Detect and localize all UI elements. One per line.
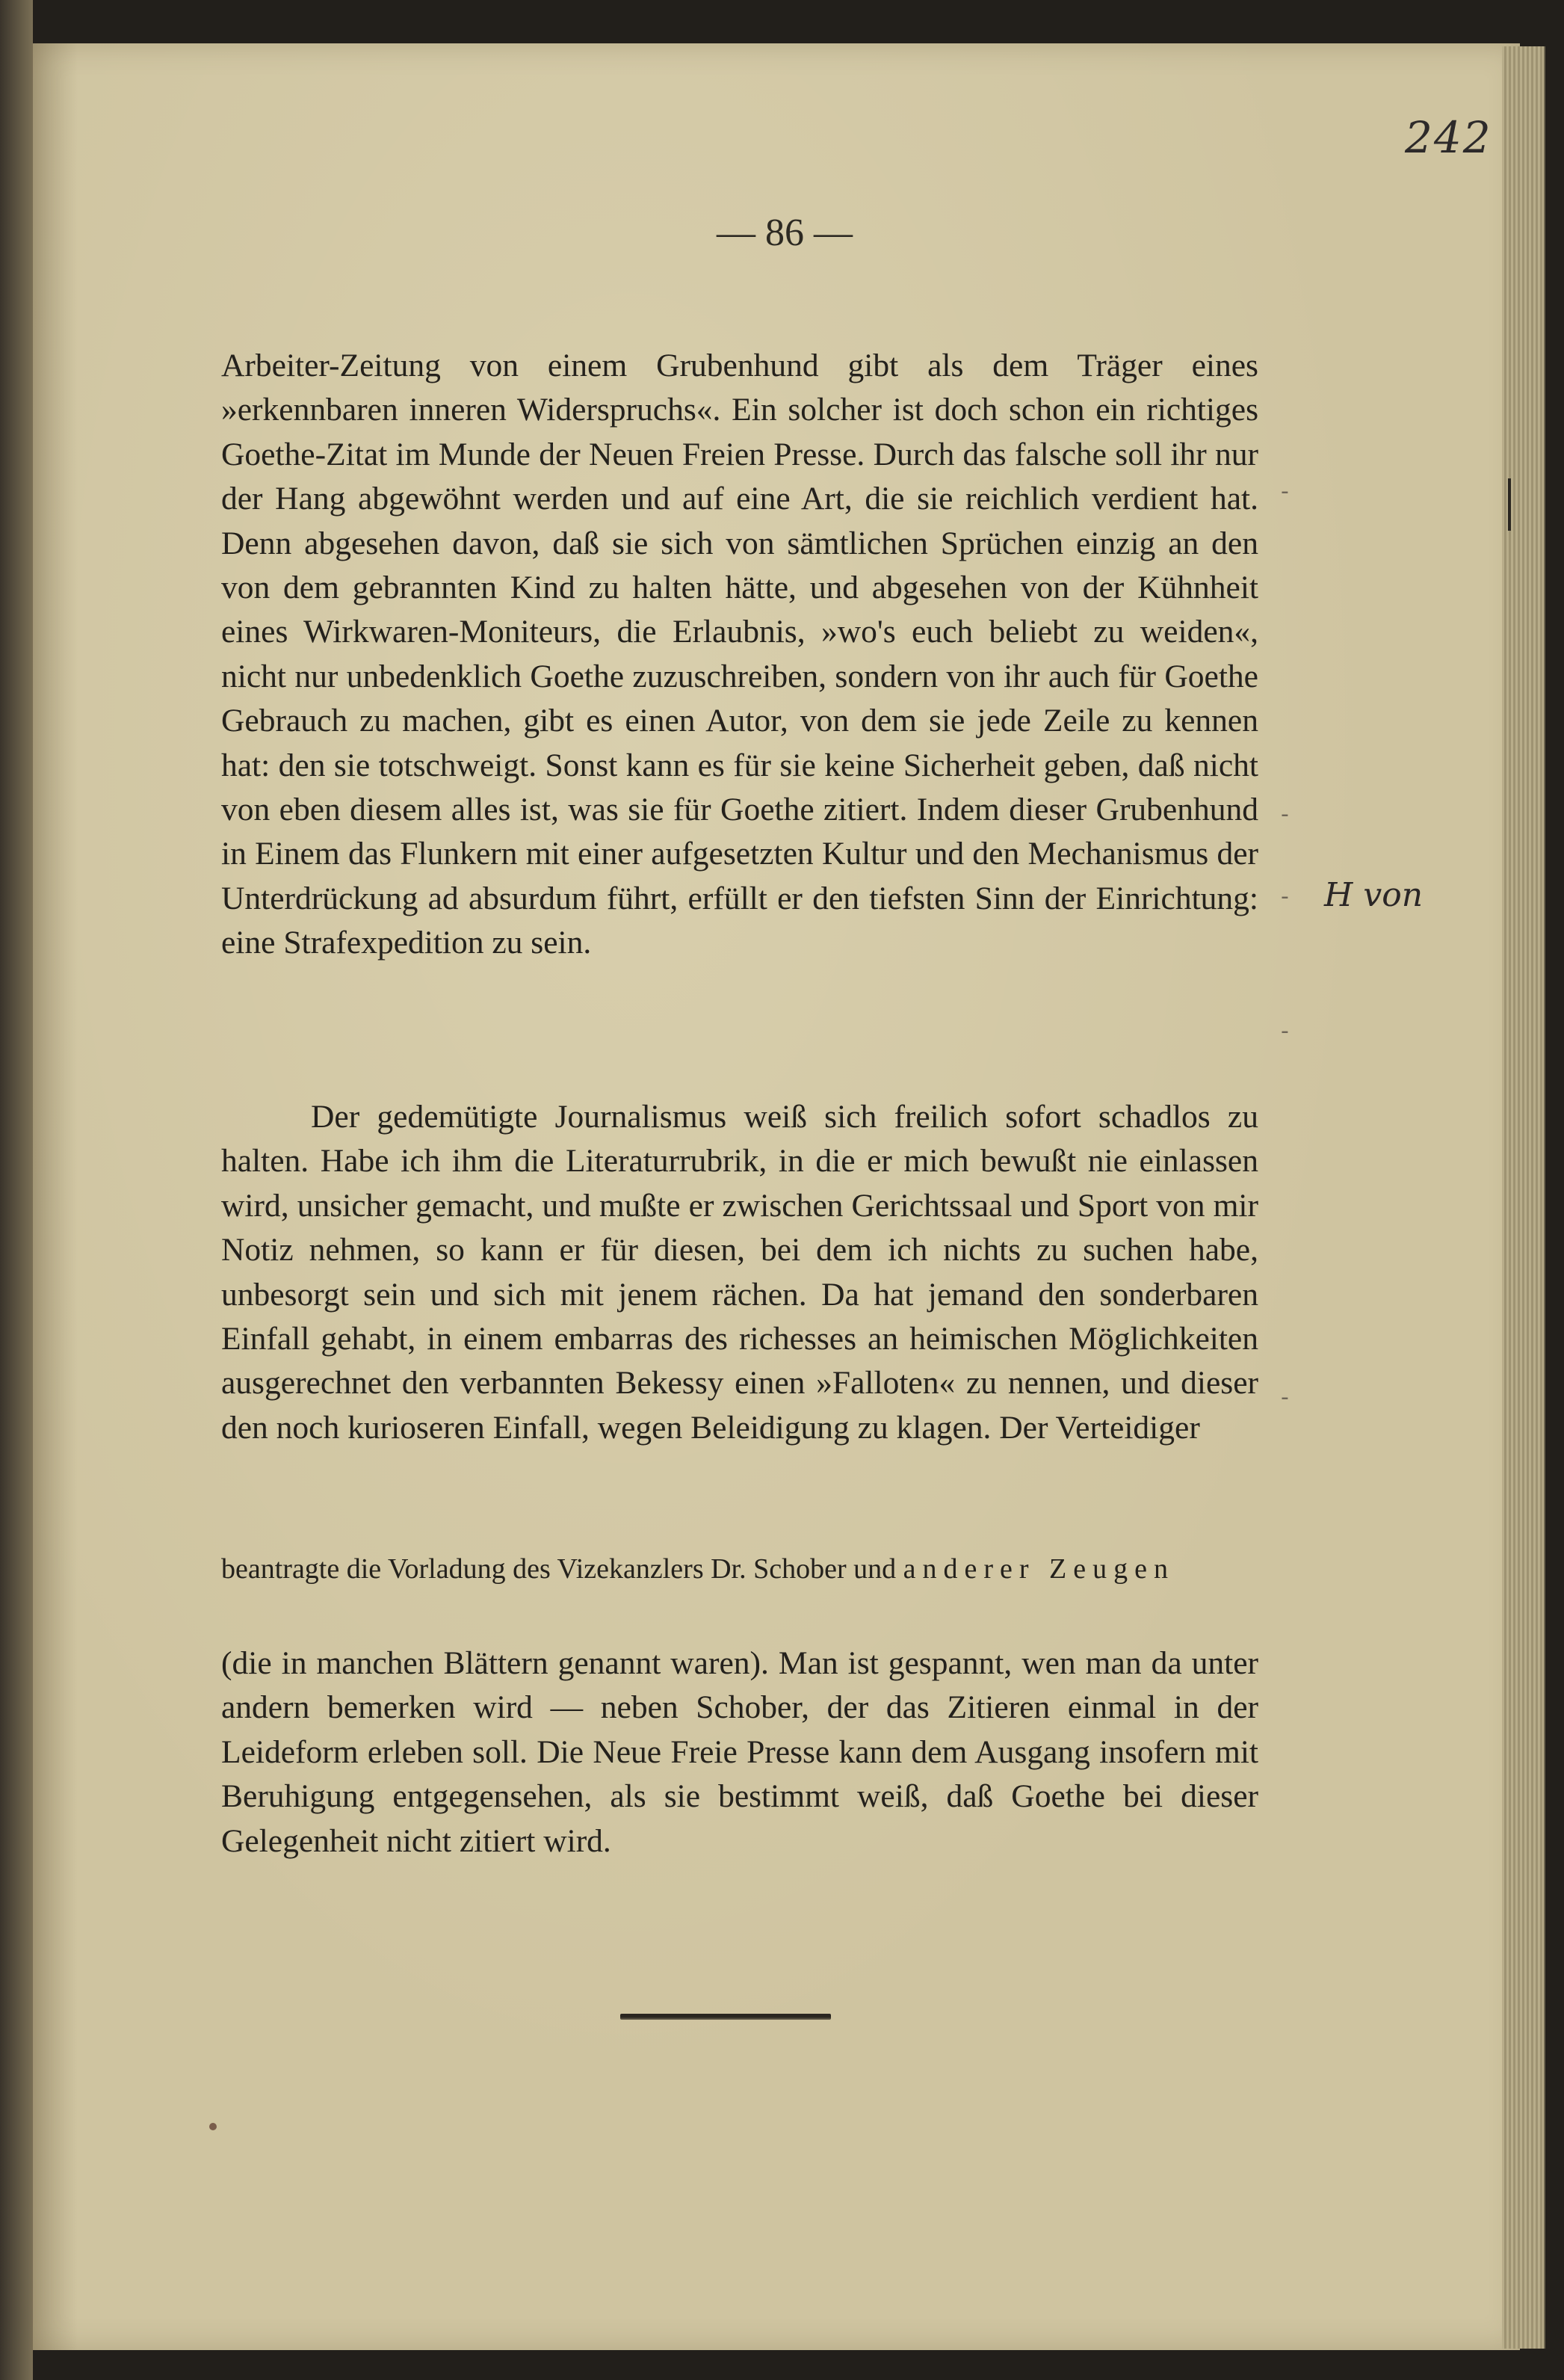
paragraph-2-text: Der gedemütigte Journalismus weiß sich freilich sofort schadlos zu halten. Habe ich ihm die Literaturrubrik, in die er mich bewußt nie einlassen wird, unsicher gemacht, und mußte er zwischen Gerichtssaal und Sport von mir Notiz nehmen, so kann er für diesen, bei dem ich nichts zu suchen habe, unbesorgt sein und sich mit jenem rächen. Da hat jemand den sonderbaren Einfall gehabt, in einem embarras des richesses an heimischen Möglichkeiten ausgerechnet den verbannten Bekessy einen »Falloten« zu nennen, und dieser den noch kurioseren Einfall, wegen Beleidigung zu klagen. Der Verteidiger (221, 1099, 1258, 1446)
paragraph-1 (221, 344, 1258, 966)
section-end-rule (620, 2014, 831, 2020)
paragraph-2 (221, 1095, 1258, 1450)
archive-folio-number: 242 (1405, 112, 1492, 163)
quote-prefix: beantragte die Vorladung des Vizekanzlers Dr. Schober und (221, 1553, 897, 1585)
binding-shadow (0, 0, 33, 2380)
margin-bar (1508, 478, 1511, 531)
margin-tick-mark: - (1281, 478, 1289, 505)
paragraph-3 (221, 1641, 1258, 1863)
inserted-quote-line (221, 1551, 1258, 1587)
margin-tick-mark: - (1281, 1018, 1289, 1044)
handwritten-margin-note: H von (1324, 876, 1424, 914)
page-block-edge (1502, 46, 1545, 2349)
paper-spot (209, 2123, 217, 2130)
page-number: — 86 — (717, 212, 853, 254)
margin-tick-mark: - (1281, 1384, 1289, 1411)
paragraph-3-text: (die in manchen Blättern genannt waren). Man ist gespannt, wen man da unter andern bemerken wird — neben Schober, der das Zitieren einmal in der Leideform erleben soll. Die Neue Freie Presse kann dem Ausgang insofern mit Beruhigung entgegensehen, als sie bestimmt weiß, daß Goethe bei dieser Gelegenheit nicht zitiert wird. (221, 1645, 1258, 1859)
margin-tick-mark: - (1281, 801, 1289, 827)
paragraph-1-text: Arbeiter-Zeitung von einem Grubenhund gibt als dem Träger eines »erkennbaren inneren Widerspruchs«. Ein solcher ist doch schon ein richtiges Goethe-Zitat im Munde der Neuen Freien Presse. Durch das falsche soll ihr nur der Hang abgewöhnt werden und auf eine Art, die sie reichlich verdient hat. Denn abgesehen davon, daß sie sich von sämtlichen Sprüchen einzig an den von dem gebrannten Kind zu halten hätte, und abgesehen von der Kühnheit eines Wirkwaren-Moniteurs, die Erlaubnis, »wo's euch beliebt zu weiden«, nicht nur unbedenklich Goethe zuzuschreiben, sondern von ihr auch für Goethe Gebrauch zu machen, gibt es einen Autor, von dem sie jede Zeile zu kennen hat: den sie totschweigt. Sonst kann es für sie keine Sicherheit geben, daß nicht von eben diesem alles ist, was sie für Goethe zitiert. Indem dieser Grubenhund in Einem das Flunkern mit einer aufgesetzten Kultur und den Mechanismus der Unterdrückung ad absurdum führt, erfüllt er den tiefsten Sinn der Einrichtung: eine Strafexpedition zu sein. (221, 348, 1258, 961)
quote-spaced-text: anderer Zeugen (903, 1553, 1175, 1585)
margin-tick-mark: - (1281, 884, 1289, 910)
